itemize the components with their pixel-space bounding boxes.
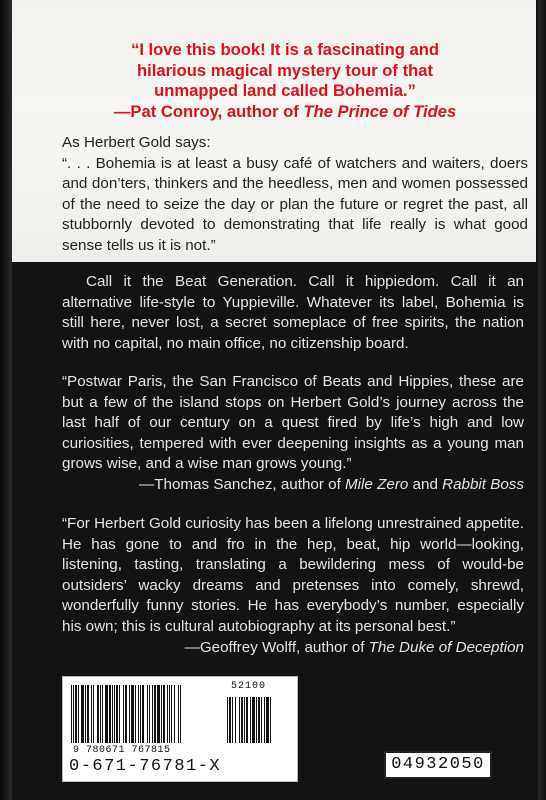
herbert-gold-intro: As Herbert Gold says: xyxy=(62,134,211,151)
sanchez-attribution xyxy=(62,475,524,496)
product-code-box: 04932050 xyxy=(384,751,492,779)
blurb-line-1: “I love this book! It is a fascinating and xyxy=(131,40,439,59)
intro-paragraph: Call it the Beat Generation. Call it hippiedom. Call it an alternative life-style to Yuppieville. Whatever its label, Bohemia is still here, never lost, a secret someplace of free spirits, the nation with no capital, no main office, no citizenship board. xyxy=(62,273,524,352)
binding-edge-left xyxy=(0,0,12,800)
herbert-gold-quote: “. . . Bohemia is at least a busy café of watchers and waiters, doers and don’ters, thinkers and the heedless, men and women possessed of the need to seize the day or plan the future or regret the past, all stubbornly devoted to demonstrating that life really is what good sense tells us it is not.” xyxy=(62,154,528,254)
sanchez-attribution-and: and xyxy=(408,475,443,493)
barcode-panel xyxy=(62,676,298,782)
blurb-attribution-prefix: —Pat Conroy, author of xyxy=(113,101,304,121)
blurb-attribution-title: The Prince of Tides xyxy=(303,101,457,121)
supplement-barcode xyxy=(227,697,287,743)
ean-number: 9 780671 767815 xyxy=(73,745,171,756)
blurb-line-3: unmapped land called Bohemia.” xyxy=(154,81,416,100)
sanchez-attribution-prefix: —Thomas Sanchez, author of xyxy=(139,475,346,493)
barcode-bar xyxy=(181,685,182,743)
isbn-number: 0-671-76781-X xyxy=(69,757,222,776)
sanchez-blurb xyxy=(62,372,524,496)
blurb-line-2: hilarious magical mystery tour of that xyxy=(137,60,433,80)
wolff-quote: “For Herbert Gold curiosity has been a lifelong unrestrained appetite. He has gone to and fro in the hep, beat, hip world—looking, listening, tasting, translating a bewildering mess of would-be outsiders’ wacky dreams and pretenses into comely, shrewd, wonderfully funny stories. He has everybody’s number, especially his own; this is cultural autobiography at its personal best.” xyxy=(62,515,524,635)
sanchez-title-1: Mile Zero xyxy=(345,475,409,493)
herbert-gold-quote-block xyxy=(62,133,528,256)
wolff-blurb xyxy=(62,514,524,658)
barcode-bar xyxy=(270,697,271,743)
wolff-attribution xyxy=(62,638,524,659)
binding-edge-right xyxy=(538,0,546,800)
sanchez-title-2: Rabbit Boss xyxy=(442,475,524,493)
wolff-attribution-prefix: —Geoffrey Wolff, author of xyxy=(184,638,369,656)
supplement-number: 52100 xyxy=(231,681,267,692)
blurb-attribution xyxy=(50,102,520,123)
ean-barcode xyxy=(71,685,217,743)
sanchez-quote: “Postwar Paris, the San Francisco of Beats and Hippies, these are but a few of the island stops on Herbert Gold’s journey across the last half of our century on a quest fired by life’s high and low curiosities, tempered with ever deepening insights as a young man grows wise, and a wise man grows young.” xyxy=(62,373,524,473)
pat-conroy-blurb xyxy=(50,40,520,122)
wolff-title: The Duke of Deception xyxy=(368,638,524,656)
